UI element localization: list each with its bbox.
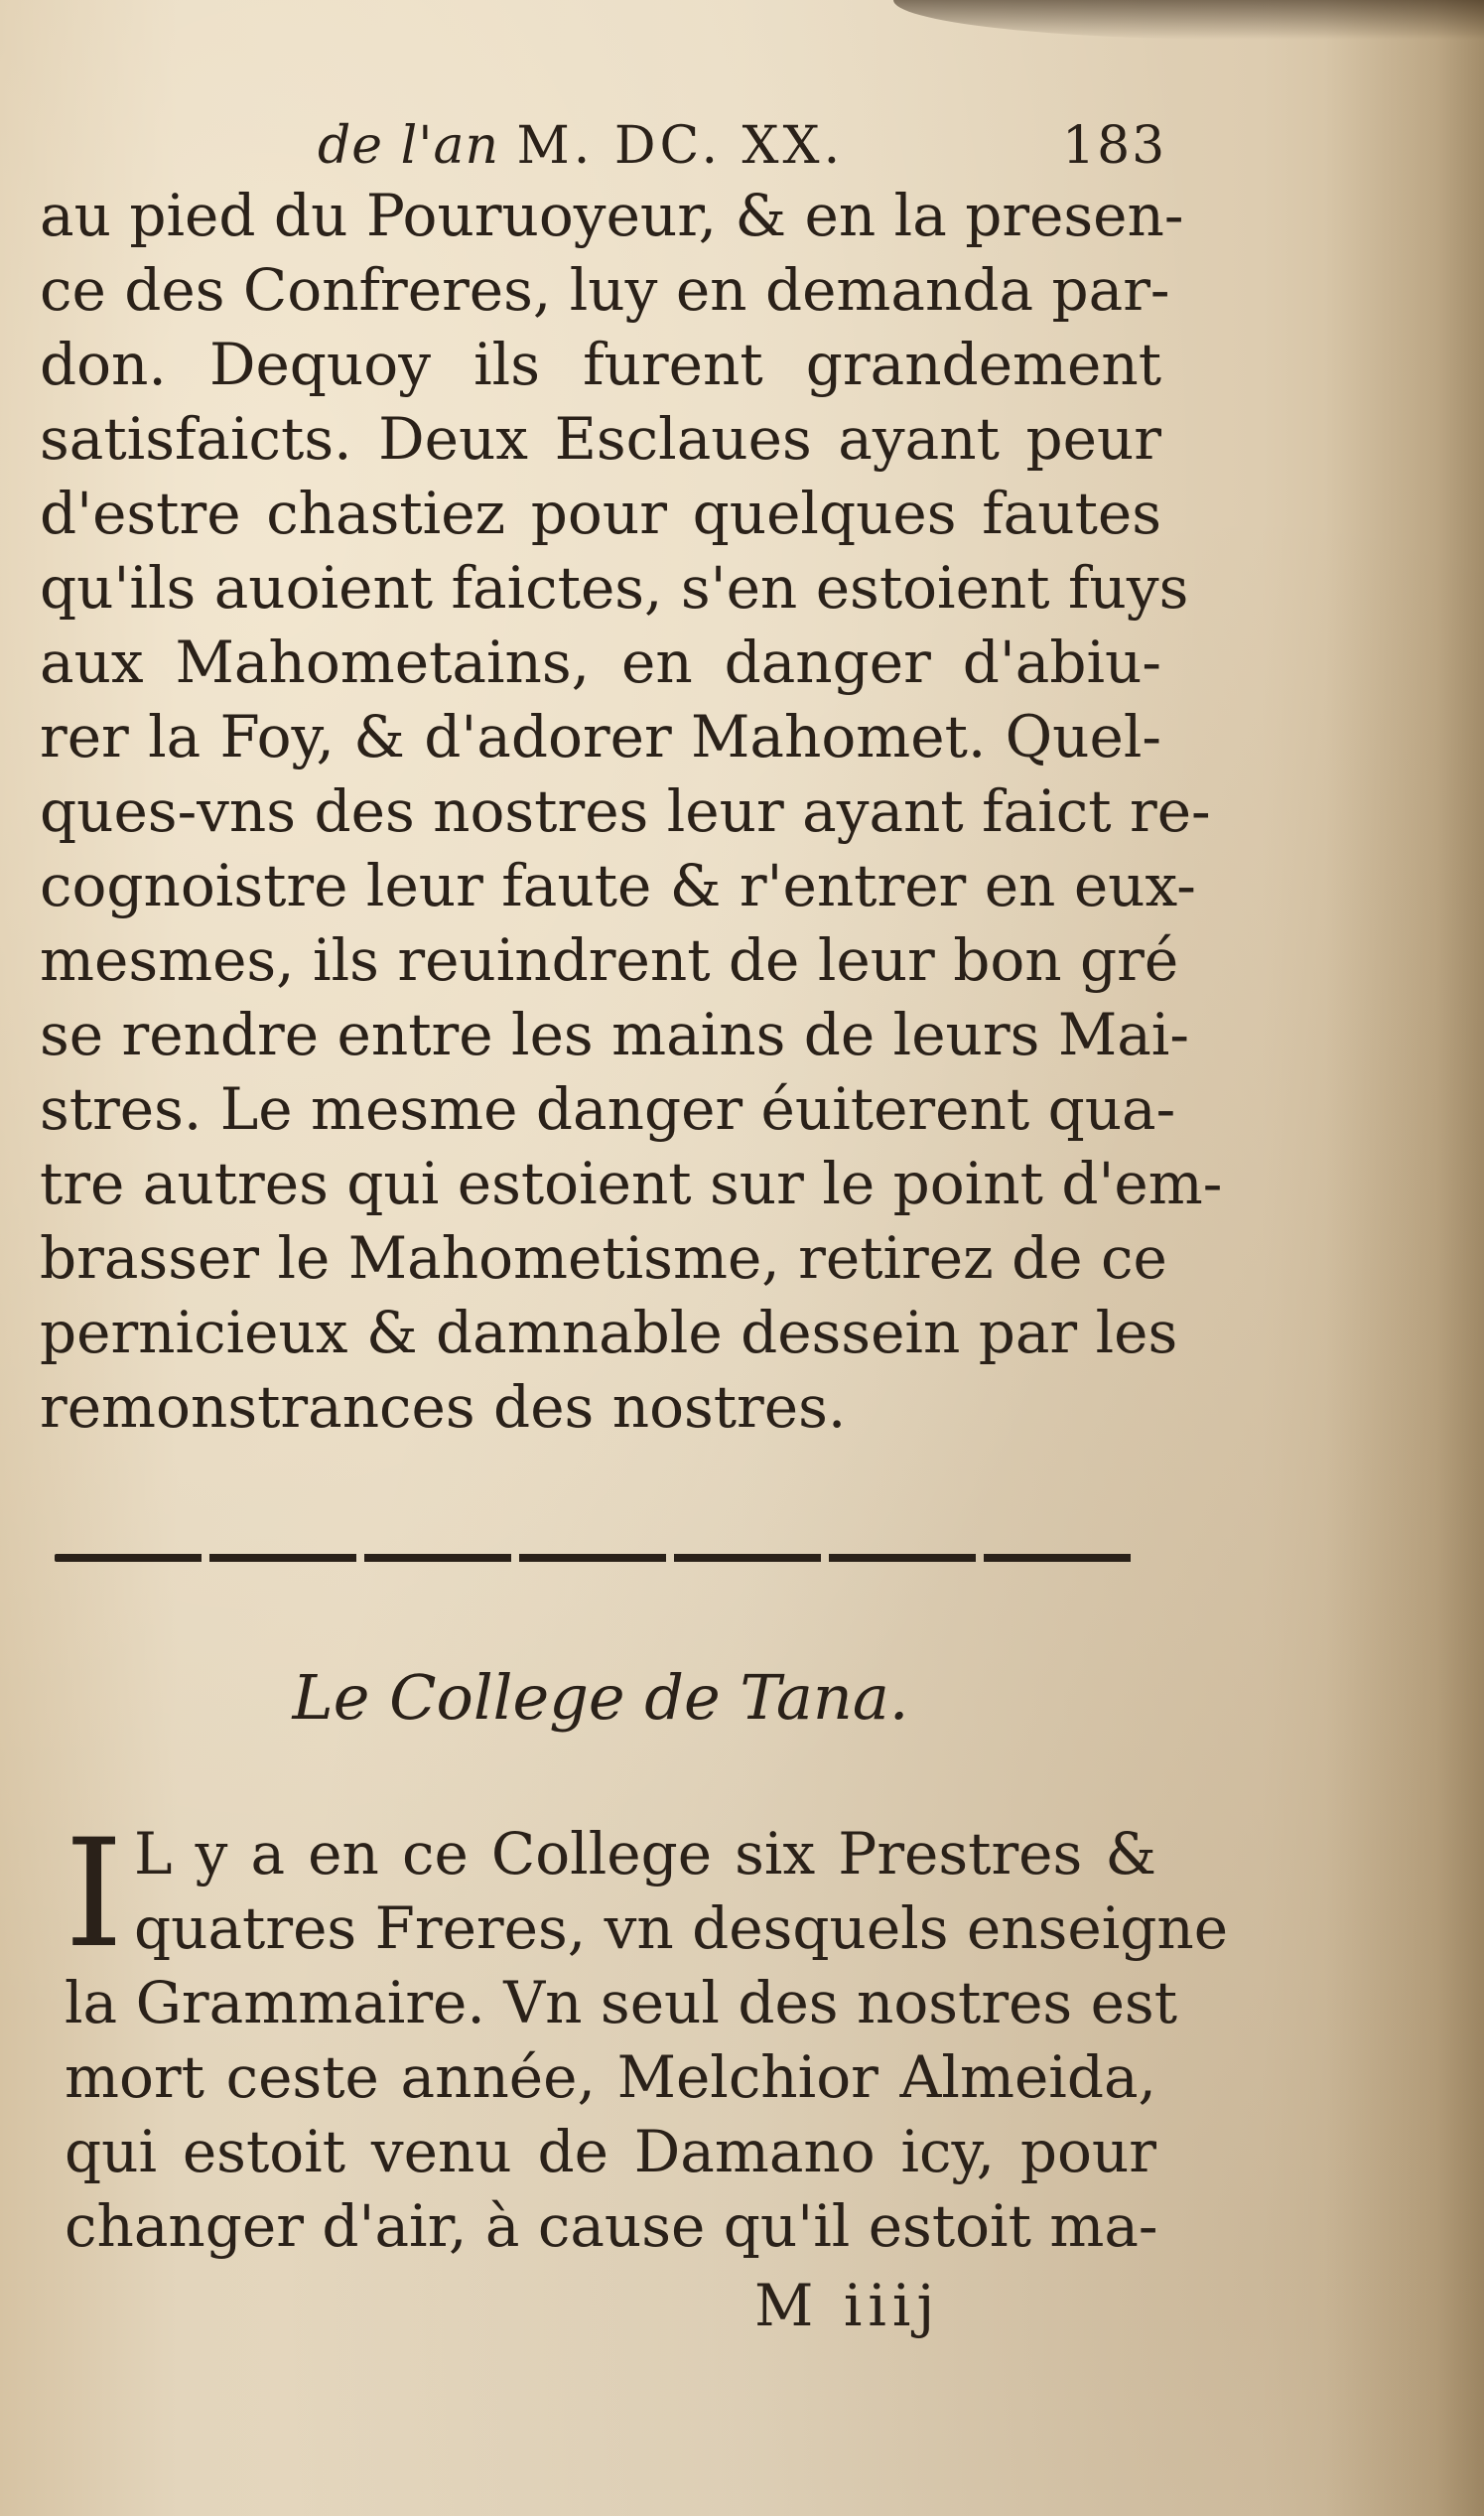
gutter-shadow [1325, 0, 1484, 2516]
text-line: ce des Confreres, luy en demanda par- [40, 256, 1170, 324]
top-edge-shadow [893, 0, 1484, 40]
text-line: se rendre entre les mains de leurs Mai- [40, 1001, 1189, 1068]
text-line: au pied du Pouruoyeur, & en la presen- [40, 182, 1184, 249]
text-line: don. Dequoy ils furent grandement [40, 331, 1161, 398]
text-line: changer d'air, à cause qu'il estoit ma- [65, 2192, 1158, 2260]
text-line: remonstrances des nostres. [40, 1373, 847, 1441]
text-line: mort ceste année, Melchior Almeida, [65, 2043, 1156, 2111]
text-line: L y a en ce College six Prestres & [134, 1820, 1156, 1887]
signature-mark: M iiij [754, 2272, 941, 2339]
text-line: qu'ils auoient faictes, s'en estoient fuys [40, 554, 1189, 622]
text-line: quatres Freres, vn desquels enseigne [134, 1894, 1229, 1962]
text-line: brasser le Mahometisme, retirez de ce [40, 1224, 1167, 1292]
section-title: Le College de Tana. [292, 1661, 909, 1734]
ornamental-rule [55, 1554, 1137, 1562]
paragraph-2 [65, 1808, 1229, 2264]
running-head-year: M. DC. XX. [516, 116, 845, 176]
drop-cap: I [65, 1808, 124, 1981]
running-head-prefix: de l'an [318, 116, 500, 176]
text-line: mesmes, ils reuindrent de leur bon gré [40, 926, 1179, 994]
text-line: tre autres qui estoient sur le point d'em- [40, 1150, 1223, 1217]
text-line: cognoistre leur faute & r'entrer en eux- [40, 852, 1196, 919]
text-line: la Grammaire. Vn seul des nostres est [65, 1969, 1178, 2036]
running-head-title [318, 111, 844, 181]
text-line: satisfaicts. Deux Esclaues ayant peur [40, 405, 1161, 473]
page-number: 183 [1062, 116, 1167, 176]
text-line: d'estre chastiez pour quelques fautes [40, 480, 1161, 547]
text-line: aux Mahometains, en danger d'abiu- [40, 629, 1161, 696]
text-line: pernicieux & damnable dessein par les [40, 1299, 1178, 1366]
text-line: ques-vns des nostres leur ayant faict re- [40, 777, 1211, 845]
text-line: stres. Le mesme danger éuiterent qua- [40, 1075, 1176, 1143]
running-head [40, 111, 1167, 181]
paragraph-1 [40, 179, 1223, 1445]
text-line: rer la Foy, & d'adorer Mahomet. Quel- [40, 703, 1161, 770]
text-line: qui estoit venu de Damano icy, pour [65, 2118, 1156, 2185]
